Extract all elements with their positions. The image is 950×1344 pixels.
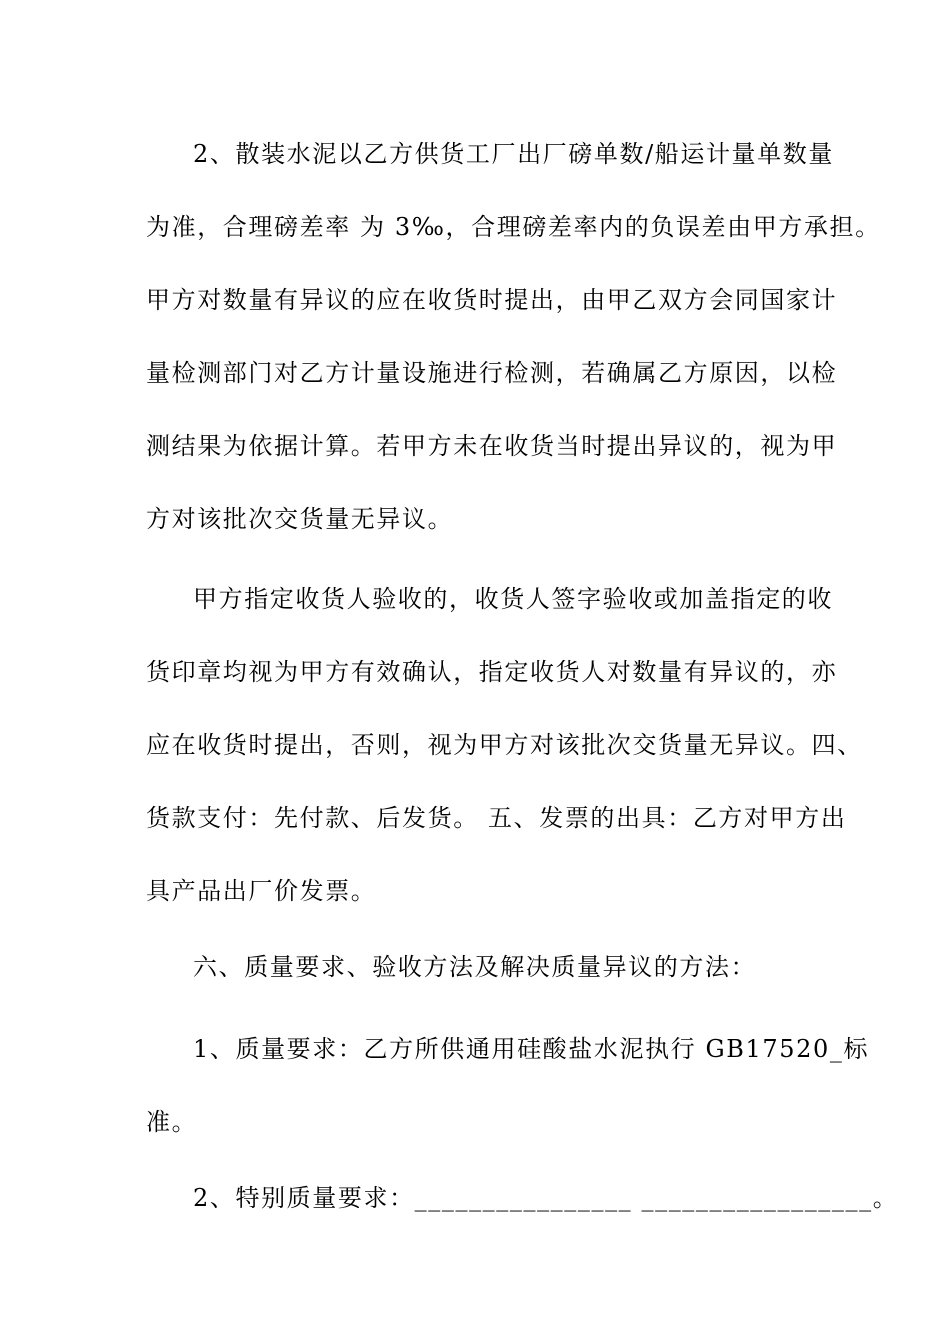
text-line: 货印章均视为甲方有效确认，指定收货人对数量有异议的，亦 [146,658,838,686]
text-line: 量检测部门对乙方计量设施进行检测，若确属乙方原因，以检 [146,359,838,387]
text-line: 测结果为依据计算。若甲方未在收货当时提出异议的，视为甲 [146,432,838,460]
text-line: 应在收货时提出，否则，视为甲方对该批次交货量无异议。四、 [146,731,863,759]
text-line: 1、质量要求：乙方所供通用硅酸盐水泥执行 GB17520_标 [193,1035,870,1063]
text-line: 具产品出厂价发票。 [146,877,377,905]
text-line: 六、质量要求、验收方法及解决质量异议的方法： [193,953,757,981]
text-line: 准。 [146,1108,198,1136]
text-line: 2、特别质量要求：________________ _________________。 [193,1184,899,1212]
text-line: 货款支付：先付款、后发货。 五、发票的出具：乙方对甲方出 [146,804,847,832]
text-line: 甲方对数量有异议的应在收货时提出，由甲乙双方会同国家计 [146,286,838,314]
text-line: 2、散装水泥以乙方供货工厂出厂磅单数/船运计量单数量 [193,140,834,168]
text-line: 为准，合理磅差率 为 3‰，合理磅差率内的负误差由甲方承担。 [146,213,881,241]
text-line: 甲方指定收货人验收的，收货人签字验收或加盖指定的收 [193,585,833,613]
text-line: 方对该批次交货量无异议。 [146,505,454,533]
